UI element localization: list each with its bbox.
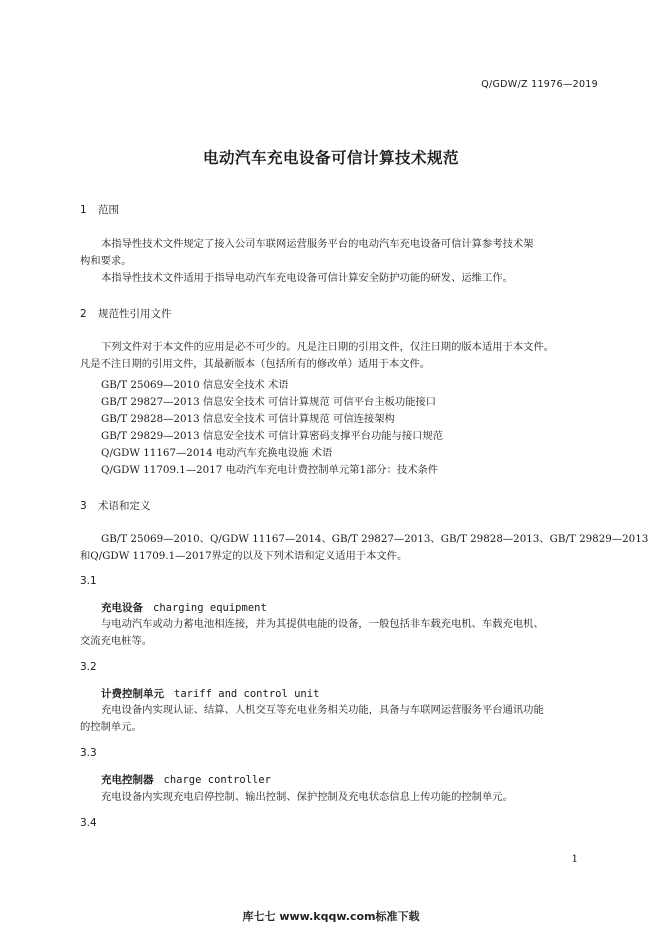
document-code: Q/GDW/Z 11976—2019 <box>481 79 598 90</box>
paragraph-text: 凡是不注日期的引用文件，其最新版本（包括所有的修改单）适用于本文件。 <box>80 358 431 370</box>
term-number: 3.2 <box>80 661 97 673</box>
term-zh: 充电设备 <box>101 602 143 614</box>
section-number: 1 <box>80 204 87 216</box>
term-heading <box>101 772 271 787</box>
paragraph-text: 和Q/GDW 11709.1—2017界定的以及下列术语和定义适用于本文件。 <box>80 550 408 562</box>
term-en: tariff and control unit <box>174 688 320 700</box>
reference-item: GB/T 29827—2013 信息安全技术 可信计算规范 可信平台主板功能接口 <box>101 396 437 408</box>
term-definition <box>80 789 600 806</box>
term-en: charge controller <box>163 774 271 786</box>
term-heading <box>101 600 267 615</box>
term-number: 3.3 <box>80 747 97 759</box>
paragraph-text: 与电动汽车或动力蓄电池相连接，并为其提供电能的设备，一般包括非车载充电机、车载充电机、 <box>101 618 544 630</box>
section-title: 范围 <box>98 204 119 216</box>
paragraph-text: 构和要求。 <box>80 255 132 267</box>
page-number: 1 <box>571 854 578 865</box>
scope-paragraph-1 <box>80 236 600 270</box>
paragraph-text: GB/T 25069—2010、Q/GDW 11167—2014、GB/T 29827—2013、GB/T 29828—2013、GB/T 29829—2013 <box>101 533 649 545</box>
reference-item: GB/T 29829—2013 信息安全技术 可信计算密码支撑平台功能与接口规范 <box>101 430 444 442</box>
section-heading-scope <box>80 202 119 217</box>
paragraph-text: 充电设备内实现认证、结算、人机交互等充电业务相关功能，具备与车联网运营服务平台通讯功能 <box>101 704 544 716</box>
reference-item: Q/GDW 11167—2014 电动汽车充换电设施 术语 <box>101 447 333 459</box>
term-number: 3.1 <box>80 575 97 587</box>
section-title: 术语和定义 <box>98 500 151 512</box>
document-title: 电动汽车充电设备可信计算技术规范 <box>202 149 459 167</box>
term-zh: 计费控制单元 <box>101 688 164 700</box>
paragraph-text: 下列文件对于本文件的应用是必不可少的。凡是注日期的引用文件，仅注日期的版本适用于本文件。 <box>101 341 555 353</box>
term-number: 3.4 <box>80 817 97 829</box>
references-intro <box>80 339 600 373</box>
term-definition <box>80 702 600 736</box>
section-title: 规范性引用文件 <box>98 308 172 320</box>
term-en: charging equipment <box>153 602 267 614</box>
section-heading-terms-definitions <box>80 498 151 513</box>
term-definition <box>80 616 600 650</box>
reference-item: Q/GDW 11709.1—2017 电动汽车充电计费控制单元第1部分：技术条件 <box>101 464 439 476</box>
section-heading-normative-references <box>80 306 172 321</box>
paragraph-text: 本指导性技术文件规定了接入公司车联网运营服务平台的电动汽车充电设备可信计算参考技术架 <box>101 238 534 250</box>
footer-watermark: 库七七 www.kqqw.com标准下载 <box>242 910 420 923</box>
paragraph-text: 交流充电桩等。 <box>80 635 153 647</box>
paragraph-text: 充电设备内实现充电启停控制、输出控制、保护控制及充电状态信息上传功能的控制单元。 <box>101 791 513 803</box>
paragraph-text: 的控制单元。 <box>80 721 142 733</box>
term-heading <box>101 686 319 701</box>
scope-paragraph-2 <box>80 270 600 287</box>
reference-item: GB/T 29828—2013 信息安全技术 可信计算规范 可信连接架构 <box>101 413 395 425</box>
section-number: 3 <box>80 500 87 512</box>
terms-intro <box>80 531 649 565</box>
term-zh: 充电控制器 <box>101 774 154 786</box>
section-number: 2 <box>80 308 87 320</box>
reference-item: GB/T 25069—2010 信息安全技术 术语 <box>101 379 289 391</box>
paragraph-text: 本指导性技术文件适用于指导电动汽车充电设备可信计算安全防护功能的研发、运维工作。 <box>101 272 513 284</box>
